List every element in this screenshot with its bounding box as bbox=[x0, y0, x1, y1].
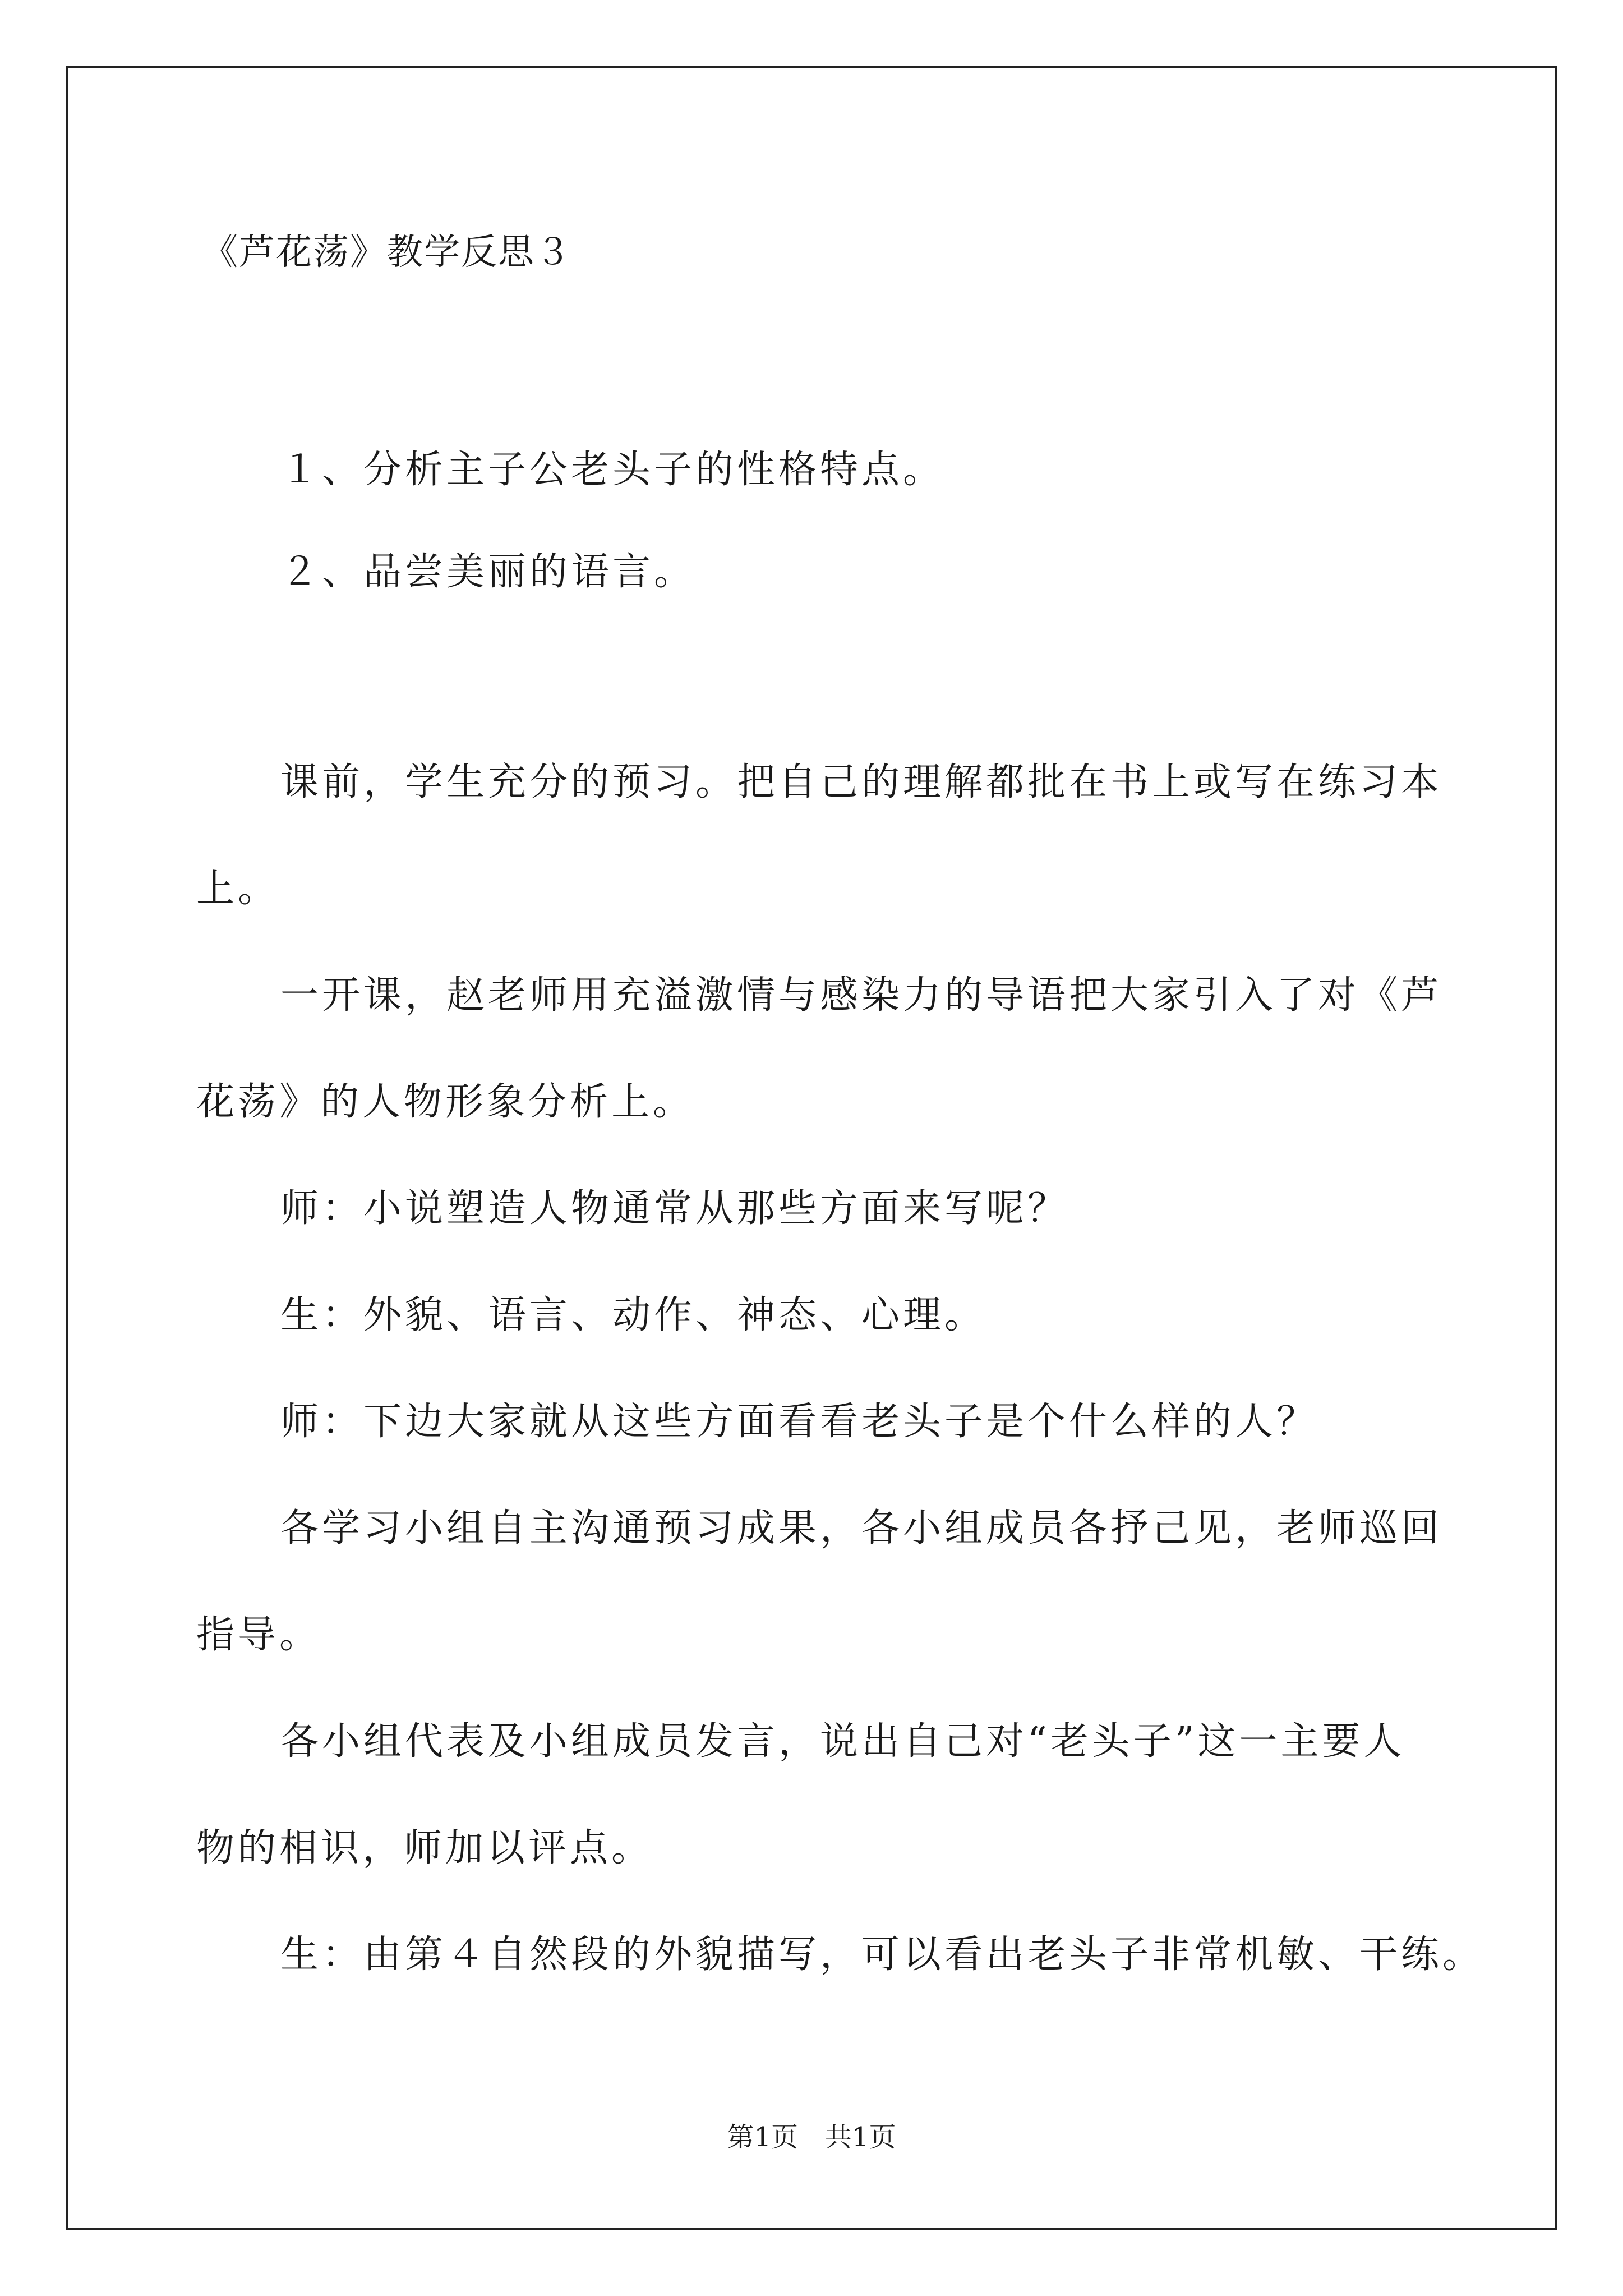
paragraph-line: 师：下边大家就从这些方面看看老头子是个什么样的人？ bbox=[280, 1400, 1318, 1444]
paragraph-line: 指导。 bbox=[196, 1613, 321, 1657]
document-title: 《芦花荡》教学反思３ bbox=[202, 232, 572, 273]
paragraph-line: 物的相识，师加以评点。 bbox=[196, 1826, 653, 1870]
paragraph-line: 一开课，赵老师用充溢激情与感染力的导语把大家引入了对《芦 bbox=[280, 973, 1443, 1018]
page-border bbox=[66, 66, 1557, 2230]
paragraph-line: 花荡》的人物形象分析上。 bbox=[196, 1080, 695, 1124]
paragraph-line: 生：由第４自然段的外貌描写，可以看出老头子非常机敏、干练。 bbox=[280, 1932, 1484, 1977]
objective-line-1: １、分析主子公老头子的性格特点。 bbox=[280, 448, 945, 492]
objective-line-2: ２、品尝美丽的语言。 bbox=[280, 550, 696, 594]
paragraph-line: 各学习小组自主沟通预习成果，各小组成员各抒己见，老师巡回 bbox=[280, 1506, 1443, 1550]
paragraph-line: 师：小说塑造人物通常从那些方面来写呢？ bbox=[280, 1186, 1069, 1231]
paragraph-line: 各小组代表及小组成员发言，说出自己对“老头子”这一主要人 bbox=[280, 1719, 1405, 1764]
paragraph-line: 生：外貌、语言、动作、神态、心理。 bbox=[280, 1293, 986, 1337]
paragraph-line: 上。 bbox=[196, 867, 280, 911]
paragraph-line: 课前，学生充分的预习。把自己的理解都批在书上或写在练习本 bbox=[280, 760, 1443, 804]
page-footer: 第1页 共1页 bbox=[727, 2122, 896, 2153]
